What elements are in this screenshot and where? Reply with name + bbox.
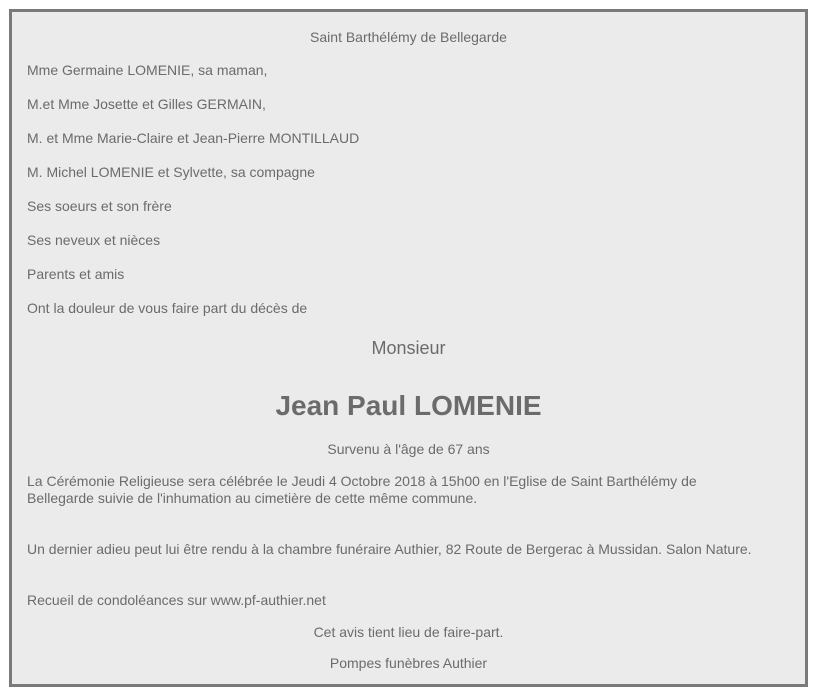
age-line: Survenu à l'âge de 67 ans [327, 441, 490, 457]
place-heading: Saint Barthélémy de Bellegarde [310, 29, 507, 45]
family-line: M. et Mme Marie-Claire et Jean-Pierre MONTILLAUD [27, 130, 360, 146]
funeral-home: Pompes funèbres Authier [329, 655, 488, 671]
notice-line: Cet avis tient lieu de faire-part. [313, 624, 504, 640]
condolences-line: Recueil de condoléances sur www.pf-authier.net [27, 592, 326, 608]
family-line: Ses neveux et nièces [27, 232, 161, 248]
ceremony-paragraph: La Cérémonie Religieuse sera célébrée le Jeudi 4 Octobre 2018 à 15h00 en l'Eglise de Saint Barthélémy de Bellegarde suivie de l'inhumation au cimetière de cette même commune. [27, 473, 697, 506]
announcement-line: Ont la douleur de vous faire part du décès de [27, 300, 308, 316]
family-line: M. Michel LOMENIE et Sylvette, sa compagne [27, 164, 315, 180]
obituary-notice [9, 9, 808, 687]
family-line: Ses soeurs et son frère [27, 198, 172, 214]
family-line: M.et Mme Josette et Gilles GERMAIN, [27, 96, 266, 112]
family-line: Mme Germaine LOMENIE, sa maman, [27, 62, 268, 78]
family-line: Parents et amis [27, 266, 125, 282]
deceased-name: Jean Paul LOMENIE [275, 390, 542, 421]
farewell-paragraph: Un dernier adieu peut lui être rendu à la chambre funéraire Authier, 82 Route de Bergerac à Mussidan. Salon Nature. [27, 541, 752, 557]
honorific: Monsieur [371, 338, 446, 358]
